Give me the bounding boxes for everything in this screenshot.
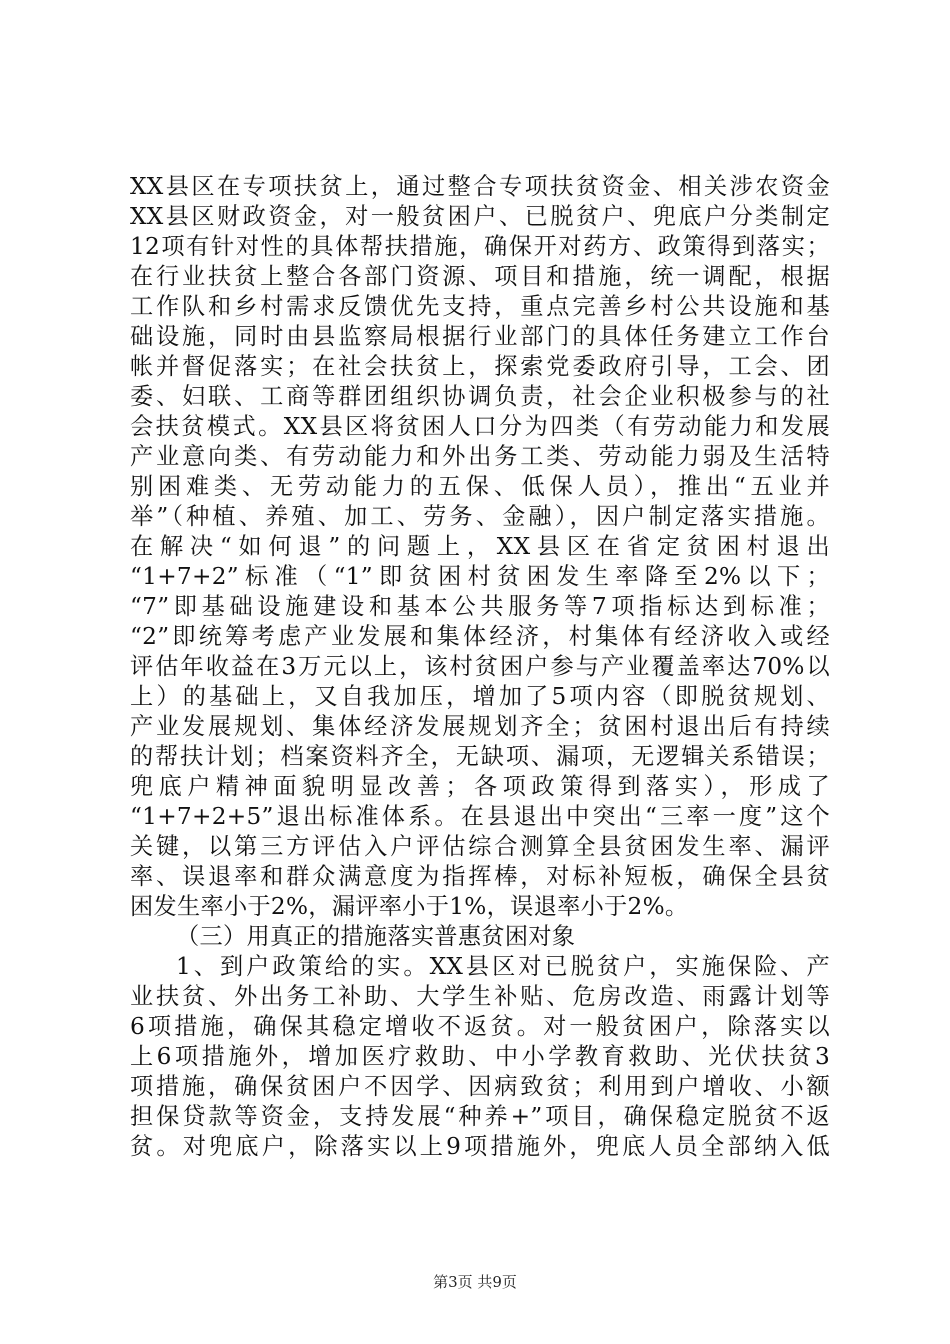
text-line-24: 率、误退率和群众满意度为指挥棒，对标补短板，确保全县贫 (130, 863, 830, 890)
text-line-29: 6项措施，确保其稳定增收不返贫。对一般贫困户，除落实以 (130, 1013, 830, 1040)
text-line-15: “7”即基础设施建设和基本公共服务等7项指标达到标准； (130, 593, 830, 620)
text-line-25: 困发生率小于2%，漏评率小于1%，误退率小于2%。 (130, 893, 689, 920)
text-line-23: 关键，以第三方评估入户评估综合测算全县贫困发生率、漏评 (130, 833, 830, 860)
text-line-27: 1、到户政策给的实。XX县区对已脱贫户，实施保险、产 (176, 953, 830, 980)
text-line-22: “1+7+2+5”退出标准体系。在县退出中突出“三率一度”这个 (130, 803, 830, 830)
text-line-31: 项措施，确保贫困户不因学、因病致贫；利用到户增收、小额 (130, 1073, 830, 1100)
text-line-12: 举”（种植、养殖、加工、劳务、金融），因户制定落实措施。 (130, 503, 830, 530)
text-line-33: 贫。对兜底户，除落实以上9项措施外，兜底人员全部纳入低 (130, 1133, 830, 1160)
text-line-2: XX县区财政资金，对一般贫困户、已脱贫户、兜底户分类制定 (130, 203, 830, 230)
text-line-8: 委、妇联、工商等群团组织协调负责，社会企业积极参与的社 (130, 383, 830, 410)
text-line-19: 产业发展规划、集体经济发展规划齐全；贫困村退出后有持续 (130, 713, 830, 740)
text-line-30: 上6项措施外，增加医疗救助、中小学教育救助、光伏扶贫3 (130, 1043, 830, 1070)
text-line-6: 础设施，同时由县监察局根据行业部门的具体任务建立工作台 (130, 323, 830, 350)
section-heading: （三）用真正的措施落实普惠贫困对象 (176, 923, 576, 950)
text-line-13: 在解决“如何退”的问题上，XX县区在省定贫困村退出 (130, 533, 830, 560)
text-line-11: 别困难类、无劳动能力的五保、低保人员），推出“五业并 (130, 473, 830, 500)
text-line-28: 业扶贫、外出务工补助、大学生补贴、危房改造、雨露计划等 (130, 983, 830, 1010)
text-line-5: 工作队和乡村需求反馈优先支持，重点完善乡村公共设施和基 (130, 293, 830, 320)
text-line-16: “2”即统筹考虑产业发展和集体经济，村集体有经济收入或经 (130, 623, 830, 650)
body-text (130, 172, 830, 1162)
text-line-32: 担保贷款等资金，支持发展“种养+”项目，确保稳定脱贫不返 (130, 1103, 830, 1130)
text-line-14: “1+7+2”标准（“1”即贫困村贫困发生率降至2%以下； (130, 563, 830, 590)
text-line-17: 评估年收益在3万元以上，该村贫困户参与产业覆盖率达70%以 (130, 653, 830, 680)
text-line-20: 的帮扶计划；档案资料齐全，无缺项、漏项，无逻辑关系错误； (130, 743, 830, 770)
text-line-7: 帐并督促落实；在社会扶贫上，探索党委政府引导，工会、团 (130, 353, 830, 380)
page-number-footer: 第3页 共9页 (433, 1273, 517, 1291)
text-line-21: 兜底户精神面貌明显改善；各项政策得到落实），形成了 (130, 773, 830, 800)
text-line-10: 产业意向类、有劳动能力和外出务工类、劳动能力弱及生活特 (130, 443, 830, 470)
text-line-3: 12项有针对性的具体帮扶措施，确保开对药方、政策得到落实； (130, 233, 830, 260)
text-line-9: 会扶贫模式。XX县区将贫困人口分为四类（有劳动能力和发展 (130, 413, 830, 440)
text-line-18: 上）的基础上，又自我加压，增加了5项内容（即脱贫规划、 (130, 683, 830, 710)
text-line-1: XX县区在专项扶贫上，通过整合专项扶贫资金、相关涉农资金 (130, 173, 830, 200)
text-line-4: 在行业扶贫上整合各部门资源、项目和措施，统一调配，根据 (130, 263, 830, 290)
